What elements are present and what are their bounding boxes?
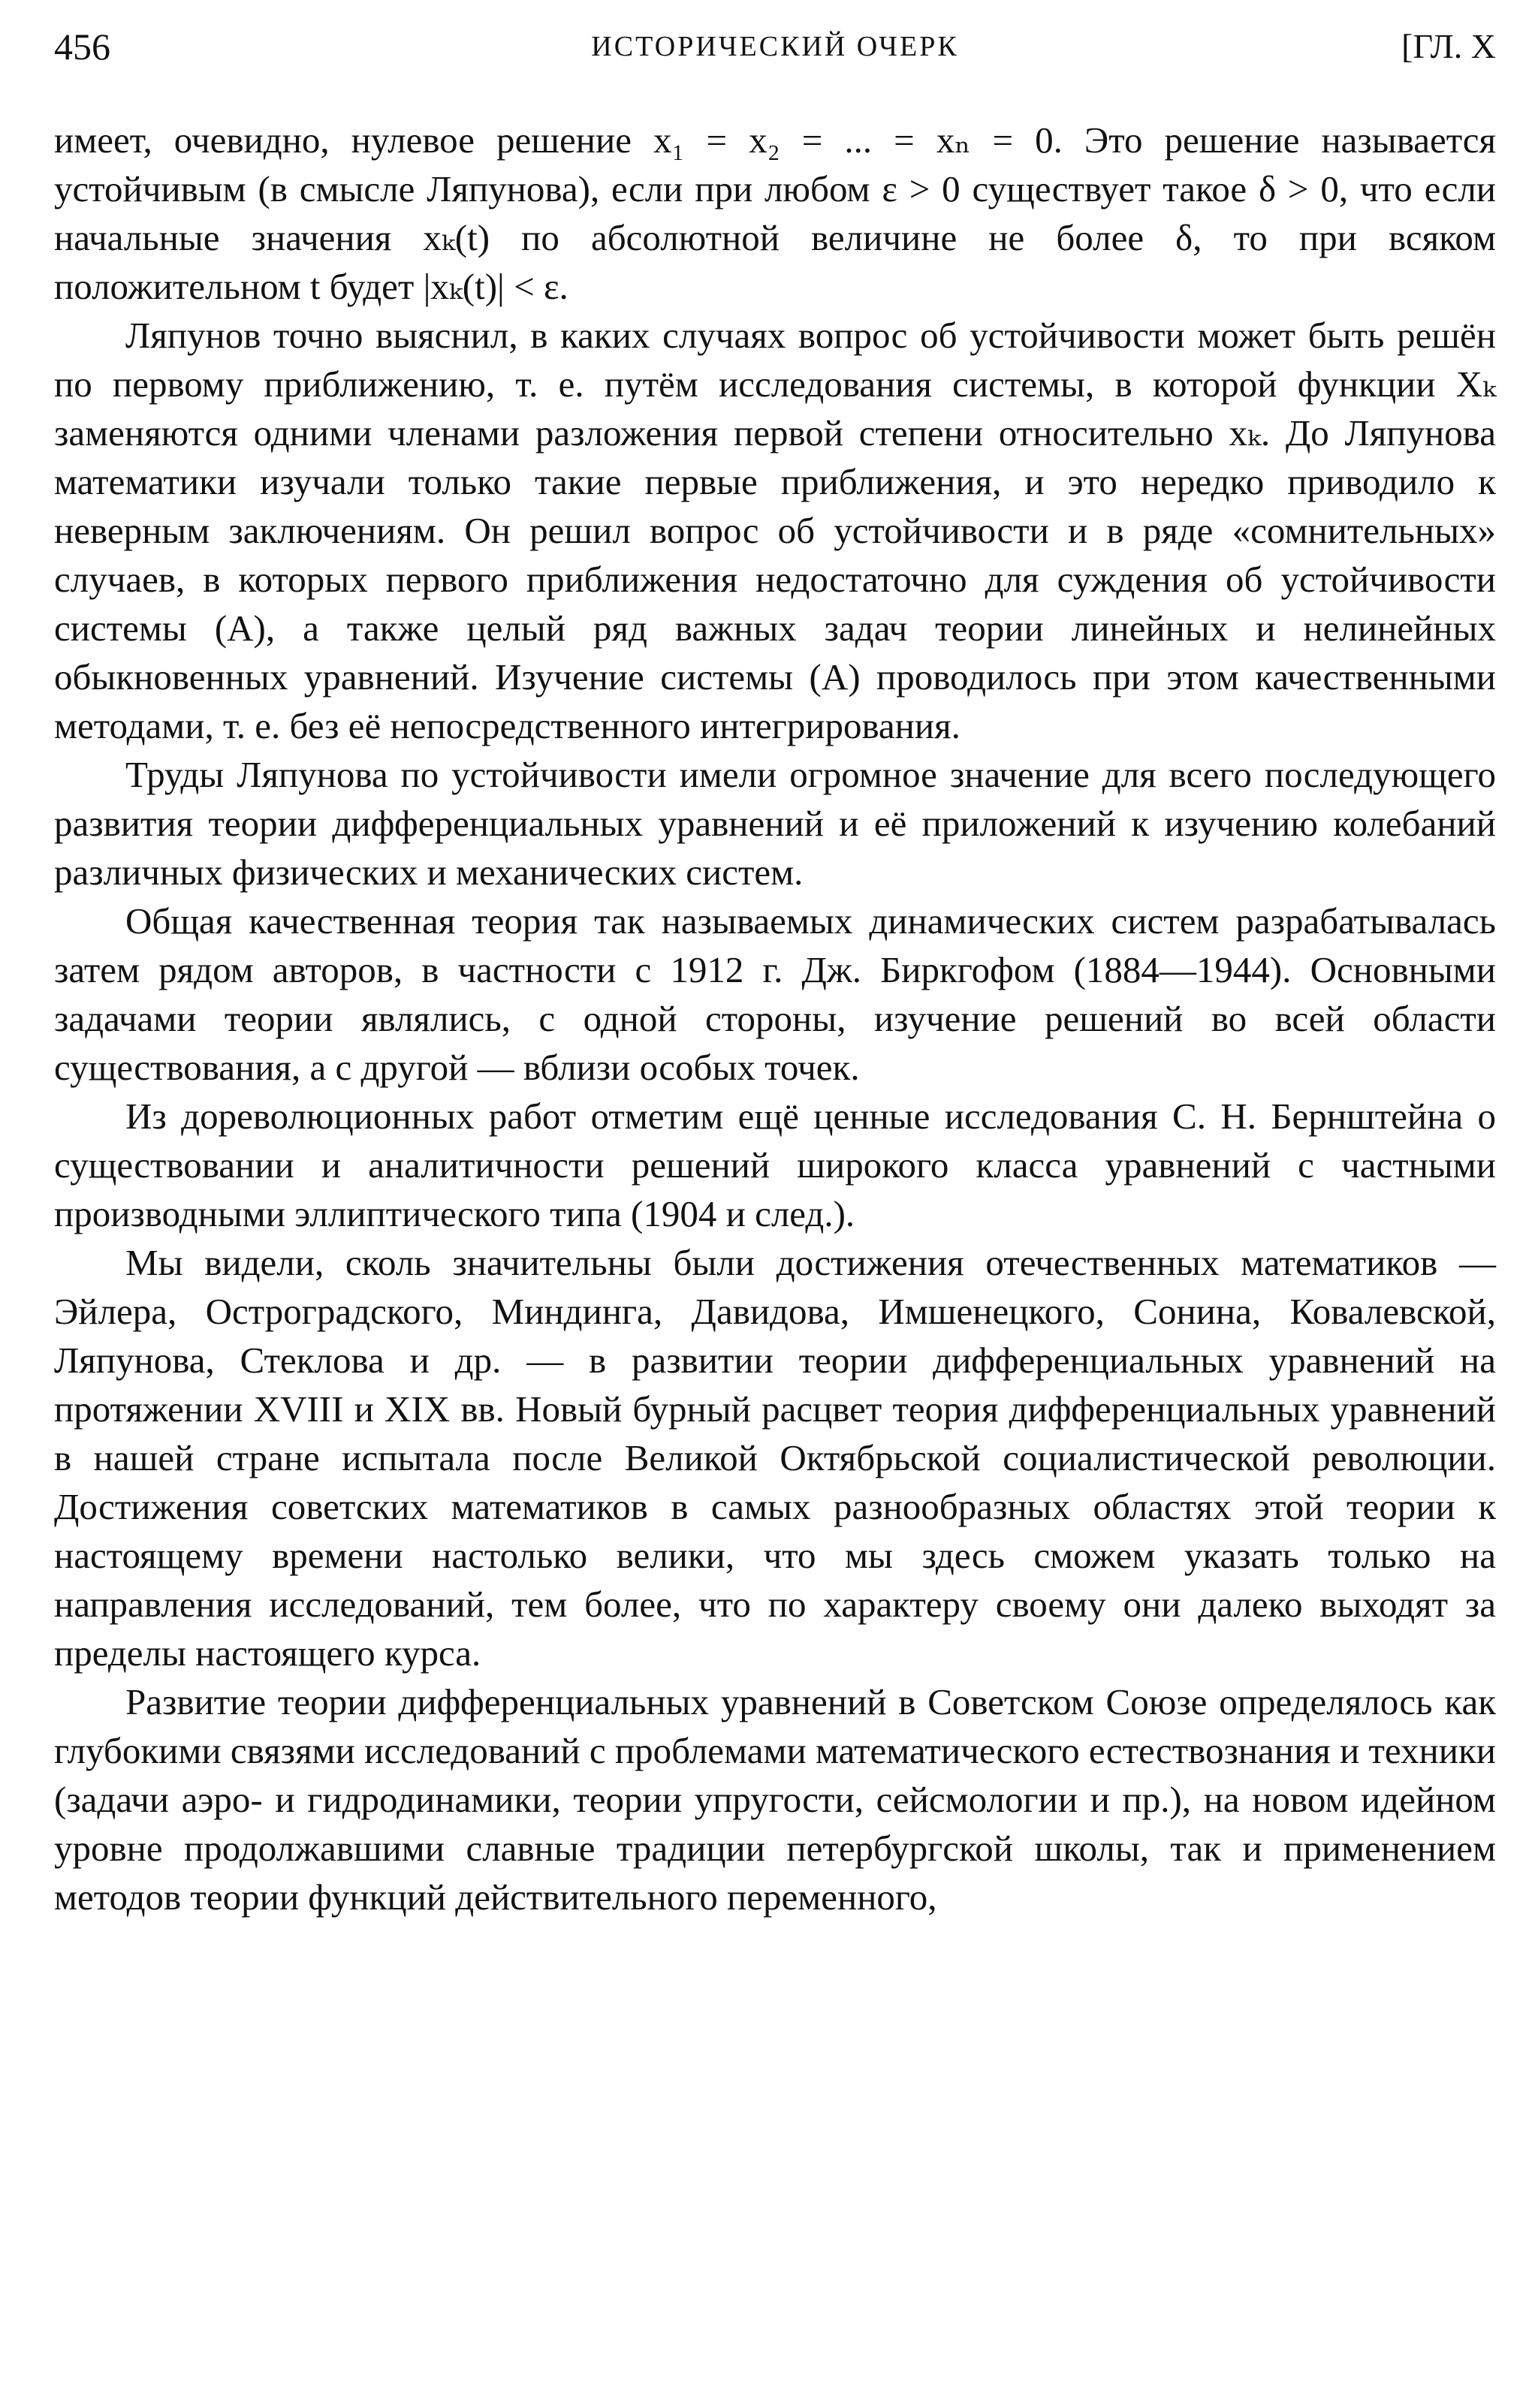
page-number: 456 [54, 26, 110, 68]
paragraph-lyapunov-works: Труды Ляпунова по устойчивости имели огромное значение для всего последующего развития теории дифференциальных уравнений и её приложений к изучению колебаний различных физических и механических систем. [54, 754, 1496, 893]
paragraph-russian-mathematicians: Мы видели, сколь значительны были достижения отечественных математиков — Эйлера, Остроградского, Миндинга, Давидова, Имшенецкого, Сонина, Ковалевской, Ляпунова, Стеклова и др. — в развитии теории дифференциальных уравнений на протяжении XVIII и XIX вв. Новый бурный расцвет теория дифференциальных уравнений в нашей стране испытала после Великой Октябрьской социалистической революции. Достижения советских математиков в самых разнообразных областях этой теории к настоящему времени настолько велики, что мы здесь сможем указать только на направления исследований, тем более, что по характеру своему они далеко выходят за пределы настоящего курса. [54, 1242, 1496, 1674]
paragraph-soviet-development: Развитие теории дифференциальных уравнений в Советском Союзе определялось как глубокими связями исследований с проблемами математического естествознания и техники (задачи аэро- и гидродинамики, теории упругости, сейсмологии и пр.), на новом идейном уровне продолжавшими славные традиции петербургской школы, так и применением методов теории функций действительного переменного, [54, 1681, 1496, 1918]
paragraph-bernstein: Из дореволюционных работ отметим ещё ценные исследования С. Н. Бернштейна о существовании и аналитичности решений широкого класса уравнений с частными производными эллиптического типа (1904 и след.). [54, 1096, 1496, 1234]
running-head [54, 23, 1496, 71]
running-title: ИСТОРИЧЕСКИЙ ОЧЕРК [591, 31, 959, 62]
paragraph-dynamical-systems: Общая качественная теория так называемых динамических систем разрабатывалась затем рядом авторов, в частности с 1912 г. Дж. Биркгофом (1884—1944). Основными задачами теории являлись, с одной стороны, изучение решений во всей области существования, а с другой — вблизи особых точек. [54, 900, 1496, 1088]
paragraph-lyapunov-stability: Ляпунов точно выяснил, в каких случаях вопрос об устойчивости может быть решён по первому приближению, т. е. путём исследования системы, в которой функции Xₖ заменяются одними членами разложения первой степени относительно xₖ. До Ляпунова математики изучали только такие первые приближения, и это нередко приводило к неверным заключениям. Он решил вопрос об устойчивости и в ряде «сомнительных» случаев, в которых первого приближения недостаточно для суждения об устойчивости системы (А), а также целый ряд важных задач теории линейных и нелинейных обыкновенных уравнений. Изучение системы (А) проводилось при этом качественными методами, т. е. без её непосредственного интегрирования. [54, 315, 1496, 746]
paragraph-continued: имеет, очевидно, нулевое решение x₁ = x₂ = ... = xₙ = 0. Это решение называется устойчивым (в смысле Ляпунова), если при любом ε > 0 существует такое δ > 0, что если начальные значения xₖ(t) по абсолютной величине не более δ, то при всяком положительном t будет |xₖ(t)| < ε. [54, 119, 1496, 307]
document-page [54, 23, 1496, 2388]
body-text [54, 116, 1496, 1921]
chapter-reference: [ГЛ. X [1401, 27, 1496, 65]
